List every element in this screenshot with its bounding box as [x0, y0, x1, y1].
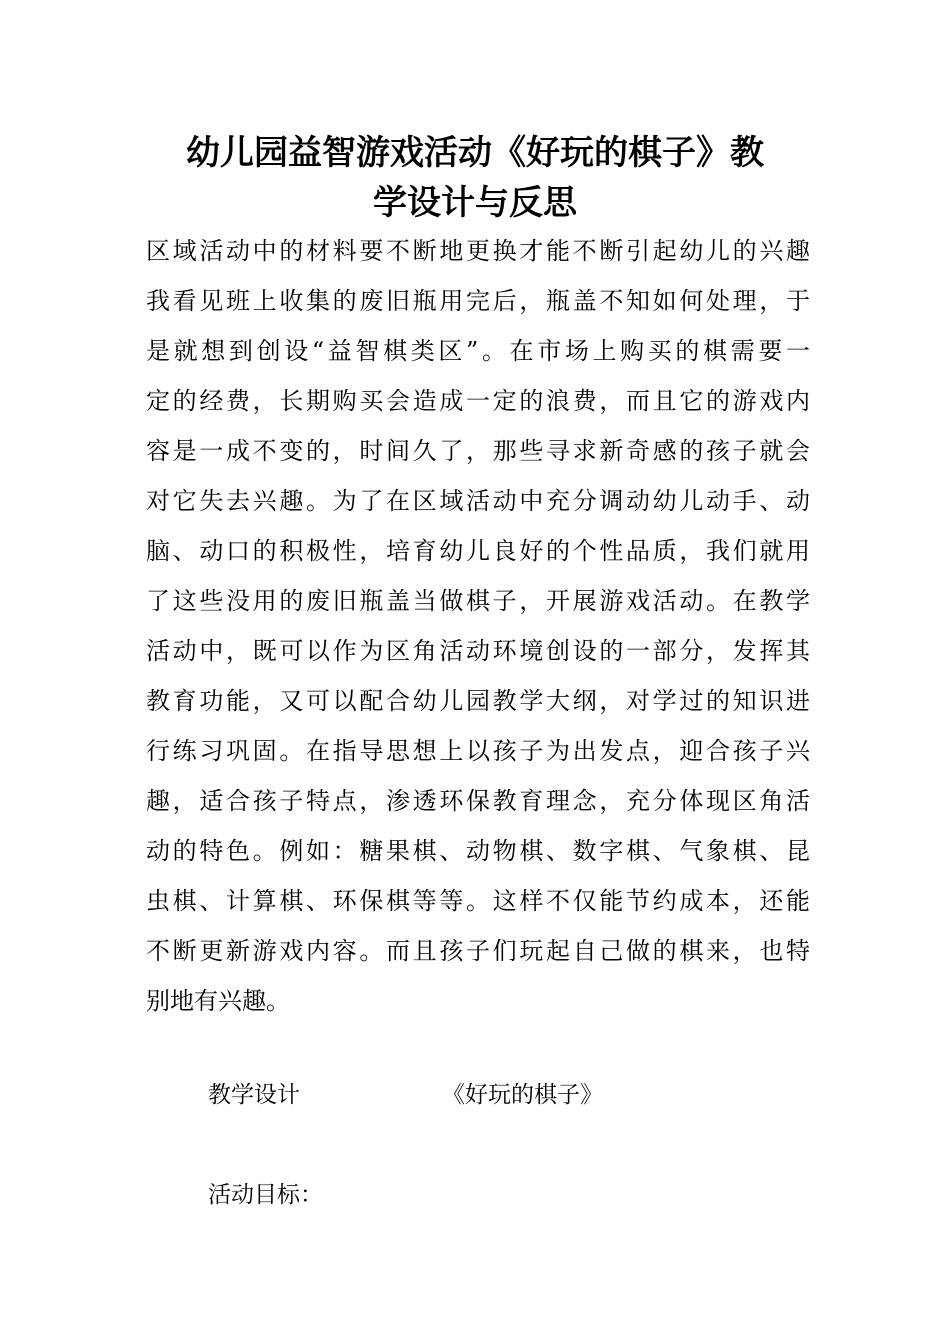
intro-line: 区域活动中的材料要不断地更换才能不断引起幼儿的兴趣	[146, 237, 810, 265]
intro-line: 我看见班上收集的废旧瓶用完后，瓶盖不知如何处理，于	[146, 287, 810, 315]
design-label: 教学设计	[208, 1082, 300, 1108]
intro-line: 对它失去兴趣。为了在区域活动中充分调动幼儿动手、动	[146, 487, 810, 515]
intro-line: 不断更新游戏内容。而且孩子们玩起自己做的棋来，也特	[146, 937, 810, 965]
design-name: 《好玩的棋子》	[442, 1082, 603, 1108]
intro-line: 教育功能，又可以配合幼儿园教学大纲，对学过的知识进	[146, 687, 810, 715]
intro-line: 虫棋、计算棋、环保棋等等。这样不仅能节约成本，还能	[146, 887, 810, 915]
intro-line: 动的特色。例如：糖果棋、动物棋、数字棋、气象棋、昆	[146, 837, 810, 865]
intro-line: 行练习巩固。在指导思想上以孩子为出发点，迎合孩子兴	[146, 737, 810, 765]
goal-heading: 活动目标：	[208, 1182, 323, 1208]
intro-line: 容是一成不变的，时间久了，那些寻求新奇感的孩子就会	[146, 437, 810, 465]
intro-line: 了这些没用的废旧瓶盖当做棋子，开展游戏活动。在教学	[146, 587, 810, 615]
intro-line: 活动中，既可以作为区角活动环境创设的一部分，发挥其	[146, 637, 810, 665]
title-line-2: 学设计与反思	[373, 183, 577, 223]
intro-line: 别地有兴趣。	[146, 987, 290, 1015]
intro-line: 趣，适合孩子特点，渗透环保教育理念，充分体现区角活	[146, 787, 810, 815]
intro-line: 是就想到创设“益智棋类区”。在市场上购买的棋需要一	[146, 337, 810, 365]
design-heading	[208, 1070, 603, 1120]
intro-line: 定的经费，长期购买会造成一定的浪费，而且它的游戏内	[146, 387, 810, 415]
intro-paragraph	[146, 226, 810, 1026]
intro-line: 脑、动口的积极性，培育幼儿良好的个性品质，我们就用	[146, 537, 810, 565]
document-title	[140, 128, 810, 228]
title-line-1: 幼儿园益智游戏活动《好玩的棋子》教	[186, 133, 764, 173]
